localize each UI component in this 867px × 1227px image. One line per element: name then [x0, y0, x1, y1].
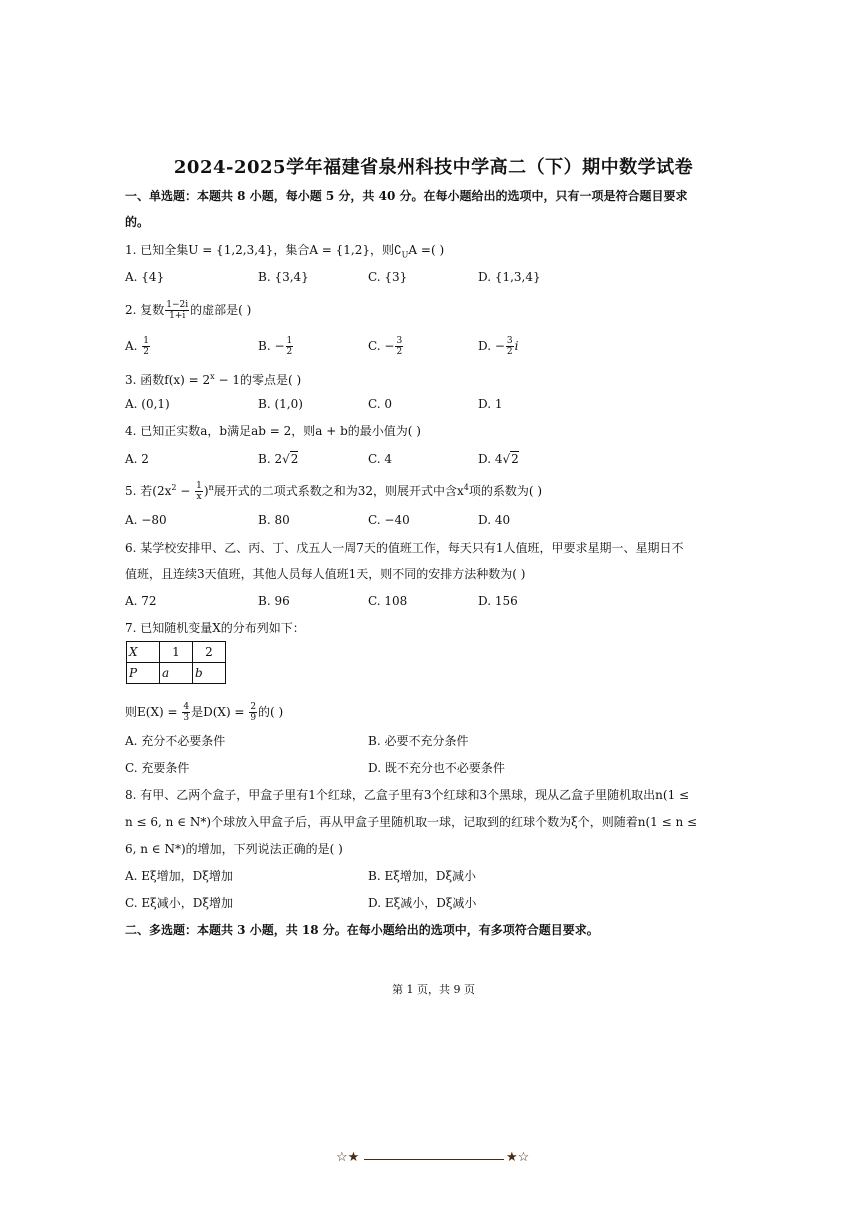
q2-optA-label: A. [125, 339, 142, 353]
q1-option-c: C. {3} [368, 270, 408, 284]
q1-stem [125, 242, 444, 263]
table-cell: a [160, 663, 193, 684]
q6-line2: 值班，且连续3天值班，其他人员每人值班1天，则不同的安排方法种数为( ) [125, 567, 526, 581]
q2-fD-num: 3 [506, 336, 513, 346]
q2-prefix: 2. 复数 [125, 303, 165, 317]
q3-sup: x [210, 372, 215, 381]
q5-s2: n [208, 483, 214, 492]
q5-option-d: D. 40 [478, 513, 511, 527]
q2-fB-num: 1 [286, 336, 293, 346]
q7-option-a: A. 充分不必要条件 [125, 734, 226, 748]
q4-option-a: A. 2 [125, 452, 149, 466]
q8-option-d: D. Eξ减小，Dξ减小 [368, 896, 477, 910]
q7-option-b: B. 必要不充分条件 [368, 734, 469, 748]
q2-fraction [165, 300, 189, 321]
q4-optB-label: B. 2 [258, 452, 283, 466]
q1-text2: A =( ) [408, 243, 445, 257]
table-cell: 1 [160, 642, 193, 663]
q5-s3: 4 [463, 483, 469, 492]
q7-c2den: 9 [250, 713, 257, 723]
q1-option-b: B. {3,4} [258, 270, 309, 284]
q2-fC-num: 3 [396, 336, 403, 346]
q2-optB-label: B. − [258, 339, 285, 353]
table-cell: 2 [193, 642, 226, 663]
table-row [127, 663, 226, 684]
q3-text: 3. 函数f(x) = 2 [125, 373, 211, 387]
q4-optD-root: 2 [511, 452, 519, 466]
q6-line1: 6. 某学校安排甲、乙、丙、丁、戊五人一周7天的值班工作，每天只有1人值班，甲要求星期一、星期日不 [125, 541, 684, 555]
q8-option-b: B. Eξ增加，Dξ减小 [368, 869, 477, 883]
q3-option-b: B. (1,0) [258, 397, 303, 411]
q7-stem: 7. 已知随机变量X的分布列如下： [125, 621, 305, 635]
q2-num: 1−2i [166, 300, 189, 310]
q4-option-d: D. 4√2 [478, 452, 519, 466]
q8-option-a: A. Eξ增加，Dξ增加 [125, 869, 233, 883]
table-cell: X [127, 642, 160, 663]
q5-s1: 2 [171, 483, 177, 492]
q5-t2: − [176, 484, 195, 498]
q4-option-c: C. 4 [368, 452, 393, 466]
q7-option-c: C. 充要条件 [125, 761, 190, 775]
page-title: 2024-2025学年福建省泉州科技中学高二（下）期中数学试卷 [173, 157, 694, 178]
q8-line1: 8. 有甲、乙两个盒子，甲盒子里有1个红球，乙盒子里有3个红球和3个黑球，现从乙盒子里随机取出n(1 ≤ [125, 788, 690, 802]
q7-condition [125, 702, 283, 723]
distribution-table [126, 641, 226, 684]
q3-option-a: A. (0,1) [125, 397, 170, 411]
q2-fC-den: 2 [396, 347, 403, 357]
q7-option-d: D. 既不充分也不必要条件 [368, 761, 505, 775]
table-row [127, 642, 226, 663]
q3-text2: − 1的零点是( ) [214, 373, 302, 387]
q2-suffix: 的虚部是( ) [190, 303, 252, 317]
divider [364, 1159, 504, 1160]
q8-line3: 6, n ∈ N*)的增加，下列说法正确的是( ) [125, 842, 343, 856]
q5-option-b: B. 80 [258, 513, 290, 527]
q5-stem [125, 480, 542, 502]
q6-option-c: C. 108 [368, 594, 408, 608]
q5-t3: ) [203, 484, 209, 498]
q4-optB-root: 2 [290, 452, 299, 466]
q5-fnum: 1 [196, 481, 202, 491]
q2-option-a [125, 336, 151, 357]
q2-optC-label: C. − [368, 339, 395, 353]
q5-fden: x [196, 492, 202, 502]
q1-text: 1. 已知全集U = {1,2,3,4}，集合A = {1,2}，则∁ [125, 243, 402, 257]
q2-fA-den: 2 [143, 347, 150, 357]
q2-stem [125, 300, 251, 321]
q1-option-a: A. {4} [125, 270, 165, 284]
q6-option-b: B. 96 [258, 594, 290, 608]
q8-option-c: C. Eξ减小，Dξ增加 [125, 896, 233, 910]
q2-optD-label: D. − [478, 339, 505, 353]
q7-c3: 的( ) [258, 705, 284, 719]
table-cell: b [193, 663, 226, 684]
q6-option-d: D. 156 [478, 594, 518, 608]
q5-option-c: C. −40 [368, 513, 410, 527]
q4-optD-label: D. 4 [478, 452, 503, 466]
q2-fD-den: 2 [506, 347, 513, 357]
q3-stem [125, 369, 301, 388]
q4-stem: 4. 已知正实数a，b满足ab = 2，则a + b的最小值为( ) [125, 424, 421, 438]
q2-fA-num: 1 [143, 336, 150, 346]
q2-option-b [258, 336, 294, 357]
bottom-decoration [336, 1150, 532, 1170]
q2-fB-den: 2 [286, 347, 293, 357]
q7-c1den: 3 [183, 713, 190, 723]
q1-sub: U [401, 250, 409, 260]
star-icon-left: ☆★ [336, 1150, 360, 1165]
q6-option-a: A. 72 [125, 594, 157, 608]
q8-line2: n ≤ 6, n ∈ N*)个球放入甲盒子后，再从甲盒子里随机取一球，记取到的红球个数为ξ个，则随着n(1 ≤ n ≤ [125, 815, 698, 829]
q7-c1num: 4 [183, 702, 190, 712]
star-icon-right: ★☆ [506, 1150, 530, 1165]
q7-c1: 则E(X) = [125, 705, 182, 719]
q2-option-d [478, 336, 518, 357]
table-cell: P [127, 663, 160, 684]
q2-fD-suffix: i [514, 339, 519, 353]
q3-option-d: D. 1 [478, 397, 503, 411]
q4-option-b: B. 2√2 [258, 452, 299, 466]
q5-t4: 展开式的二项式系数之和为32，则展开式中含x [213, 484, 464, 498]
q1-option-d: D. {1,3,4} [478, 270, 541, 284]
q5-t5: 项的系数为( ) [468, 484, 543, 498]
section1-heading-cont: 的。 [125, 215, 150, 229]
q7-c2num: 2 [250, 702, 257, 712]
q2-den: 1+i [169, 311, 186, 321]
q7-c2: 是D(X) = [191, 705, 249, 719]
q3-option-c: C. 0 [368, 397, 393, 411]
section1-heading: 一、单选题：本题共 8 小题，每小题 5 分，共 40 分。在每小题给出的选项中，只有一项是符合题目要求 [125, 189, 688, 203]
section2-heading: 二、多选题：本题共 3 小题，共 18 分。在每小题给出的选项中，有多项符合题目要求。 [125, 923, 599, 937]
q2-option-c [368, 336, 404, 357]
q5-option-a: A. −80 [125, 513, 167, 527]
q5-t1: 5. 若(2x [125, 484, 172, 498]
page-footer: 第 1 页，共 9 页 [392, 983, 475, 996]
